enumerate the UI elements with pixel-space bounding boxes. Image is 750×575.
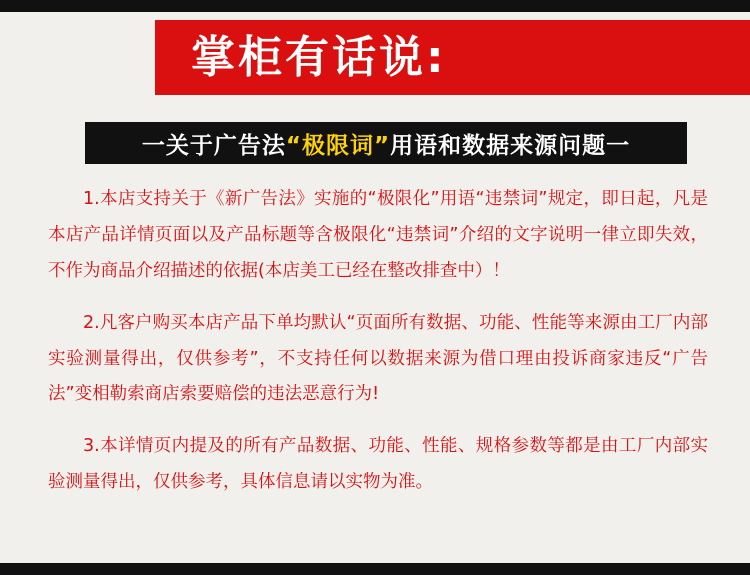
subtitle-highlight: “极限词” <box>285 132 391 159</box>
top-divider-bar <box>0 0 750 12</box>
page-title: 掌柜有话说: <box>191 31 447 83</box>
paragraph-1: 1.本店支持关于《新广告法》实施的“极限化”用语“违禁词”规定，即日起，凡是本店产品详情页面以及产品标题等含极限化“违禁词”介绍的文字说明一律立即失效，不作为商品介绍描述的依据(本店美工已经在整改排查中）！ <box>48 189 708 281</box>
subtitle-block <box>85 122 687 164</box>
subtitle-suffix: 用语和数据来源问题一 <box>390 132 631 159</box>
paragraph-3: 3.本详情页内提及的所有产品数据、功能、性能、规格参数等都是由工厂内部实验测量得出，仅供参考，具体信息请以实物为准。 <box>48 436 708 493</box>
body-text <box>48 182 708 501</box>
subtitle <box>142 127 630 160</box>
subtitle-prefix: 一关于广告法 <box>141 132 286 159</box>
paragraph-2: 2.凡客户购买本店产品下单均默认“页面所有数据、功能、性能等来源由工厂内部实验测量得出，仅供参考”，不支持任何以数据来源为借口理由投诉商家违反“广告法”变相勒索商店索要赔偿的违法恶意行为! <box>48 312 708 405</box>
bottom-divider-bar <box>0 563 750 575</box>
title-block <box>155 20 750 95</box>
